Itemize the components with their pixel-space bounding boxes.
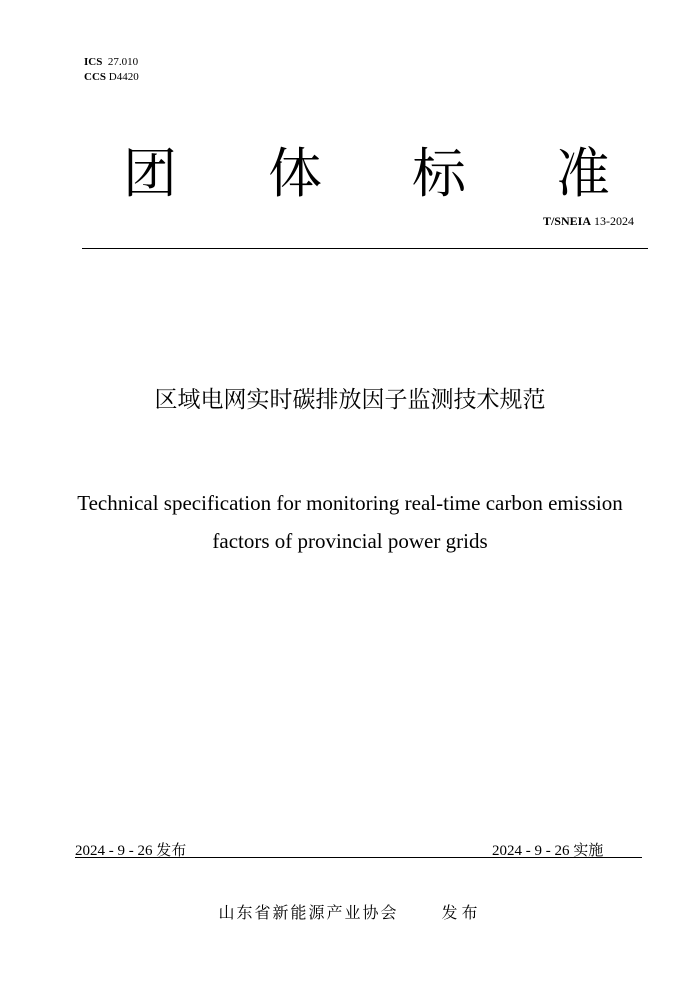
header-char-4: 准 bbox=[556, 142, 610, 205]
ccs-label: CCS bbox=[84, 71, 107, 83]
ccs-code bbox=[84, 70, 139, 85]
standard-code: 13-2024 bbox=[594, 214, 634, 228]
chinese-title: 区域电网实时碳排放因子监测技术规范 bbox=[154, 387, 546, 413]
date-divider bbox=[75, 857, 642, 858]
english-title-line2: factors of provincial power grids bbox=[212, 529, 488, 553]
ccs-value: D4420 bbox=[108, 71, 139, 83]
publish-label: 发布 bbox=[441, 903, 482, 922]
header-char-2: 体 bbox=[268, 142, 322, 205]
header-divider bbox=[82, 248, 648, 249]
standard-number bbox=[543, 214, 634, 229]
publisher-name: 山东省新能源产业协会 bbox=[218, 903, 399, 922]
issue-date: 2024 - 9 - 26 发布 bbox=[75, 843, 187, 859]
ics-label: ICS bbox=[84, 56, 103, 68]
english-title-line1: Technical specification for monitoring real-time carbon emission bbox=[77, 491, 623, 515]
ics-value: 27.010 bbox=[107, 56, 139, 68]
ics-code bbox=[84, 55, 138, 70]
implement-date: 2024 - 9 - 26 实施 bbox=[492, 843, 604, 859]
header-char-3: 标 bbox=[412, 142, 466, 205]
publisher-line bbox=[0, 903, 700, 923]
standard-prefix: T/SNEIA bbox=[542, 214, 591, 228]
header-char-1: 团 bbox=[123, 142, 177, 205]
